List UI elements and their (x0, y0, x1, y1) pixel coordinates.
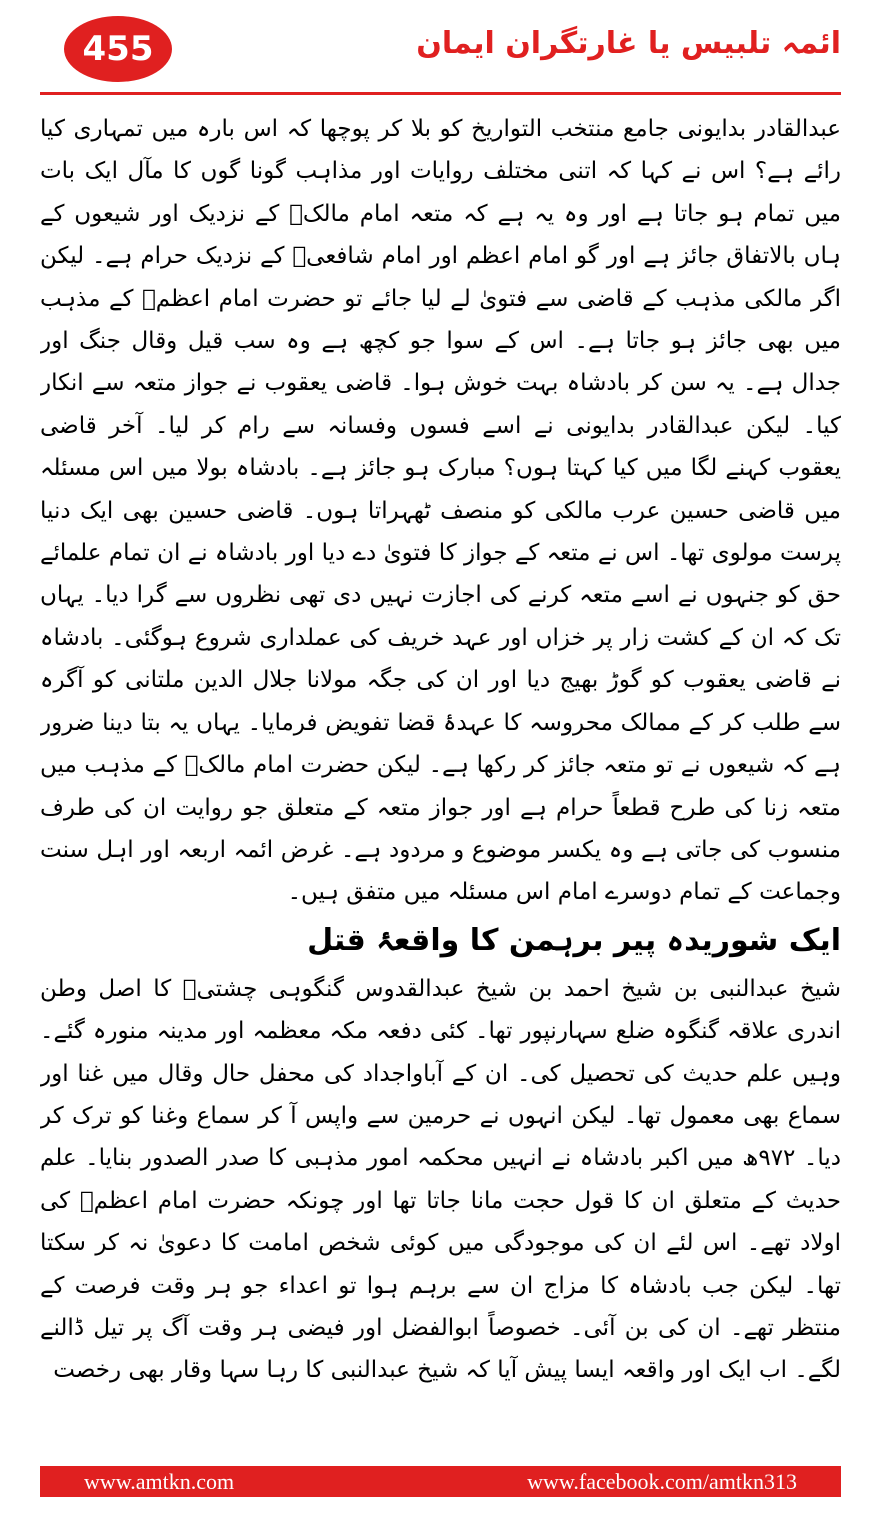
page-footer (40, 1466, 841, 1497)
body-paragraph: عبدالقادر بدایونی جامع منتخب التواریخ کو بلا کر پوچھا کہ اس بارہ میں تمہاری کیا رائے ہے؟ اس نے کہا کہ اتنی مختلف روایات اور مذاہب گونا گوں کا مآل ایک بات میں تمام ہو جاتا ہے اور وہ یہ ہے کہ متعہ امام مالکؒ کے نزدیک اور شیعوں کے ہاں بالاتفاق جائز ہے اور گو امام اعظم اور امام شافعیؒ کے نزدیک حرام ہے۔ لیکن اگر مالکی مذہب کے قاضی سے فتویٰ لے لیا جائے تو حضرت امام اعظمؒ کے مذہب میں بھی جائز ہو جاتا ہے۔ اس کے سوا جو کچھ ہے وہ سب قیل وقال جنگ اور جدال ہے۔ یہ سن کر بادشاہ بہت خوش ہوا۔ قاضی یعقوب نے جواز متعہ سے انکار کیا۔ لیکن عبدالقادر بدایونی نے اسے فسوں وفسانہ سے رام کر لیا۔ آخر قاضی یعقوب کہنے لگا میں کیا کہتا ہوں؟ مبارک ہو جائز ہے۔ بادشاہ بولا میں اس مسئلہ میں قاضی حسین عرب مالکی کو منصف ٹھہراتا ہوں۔ قاضی حسین بھی ایک دنیا پرست مولوی تھا۔ اس نے متعہ کے جواز کا فتویٰ دے دیا اور بادشاہ نے ان تمام علمائے حق کو جنہوں نے اسے متعہ کرنے کی اجازت نہیں دی تھی نظروں سے گرا دیا۔ یہاں تک کہ ان کے کشت زار پر خزاں اور عہد خریف کی عملداری شروع ہوگئی۔ بادشاہ نے قاضی یعقوب کو گوڑ بھیج دیا اور ان کی جگہ مولانا جلال الدین ملتانی کو آگرہ سے طلب کر کے ممالک محروسہ کا عہدۂ قضا تفویض فرمایا۔ یہاں یہ بتا دینا ضرور ہے کہ شیعوں نے تو متعہ جائز کر رکھا ہے۔ لیکن حضرت امام مالکؒ کے مذہب میں متعہ زنا کی طرح قطعاً حرام ہے اور جواز متعہ کے متعلق جو روایت ان کی طرف منسوب کی جاتی ہے وہ یکسر موضوع و مردود ہے۔ غرض ائمہ اربعہ اور اہل سنت وجماعت کے تمام دوسرے امام اس مسئلہ میں متفق ہیں۔ (40, 116, 841, 906)
book-title: ائمہ تلبیس یا غارتگران ایمان (416, 26, 841, 61)
header-divider (40, 92, 841, 95)
page-number-badge: 455 (64, 16, 172, 82)
page-header (0, 0, 881, 100)
website-link[interactable]: www.amtkn.com (84, 1468, 235, 1494)
facebook-link[interactable]: www.facebook.com/amtkn313 (527, 1468, 797, 1494)
page-body (40, 108, 841, 1438)
section-paragraph: شیخ عبدالنبی بن شیخ احمد بن شیخ عبدالقدوس گنگوہی چشتیؒ کا اصل وطن اندری علاقہ گنگوہ ضلع سہارنپور تھا۔ کئی دفعہ مکہ معظمہ اور مدینہ منورہ گئے۔ وہیں علم حدیث کی تحصیل کی۔ ان کے آباواجداد کی محفل حال وقال میں غنا اور سماع بھی معمول تھا۔ لیکن انہوں نے حرمین سے واپس آ کر سماع وغنا کو ترک کر دیا۔ ۹۷۲ھ میں اکبر بادشاہ نے انہیں محکمہ امور مذہبی کا صدر الصدور بنایا۔ علم حدیث کے متعلق ان کا قول حجت مانا جاتا تھا اور چونکہ حضرت امام اعظمؒ کی اولاد تھے۔ اس لئے ان کی موجودگی میں کوئی شخص امامت کا دعویٰ نہ کر سکتا تھا۔ لیکن جب بادشاہ کا مزاج ان سے برہم ہوا تو اعداء جو ہر وقت فرصت کے منتظر تھے۔ ان کی بن آئی۔ خصوصاً ابوالفضل اور فیضی ہر وقت آگ پر تیل ڈالنے لگے۔ اب ایک اور واقعہ ایسا پیش آیا کہ شیخ عبدالنبی کا رہا سہا وقار بھی رخصت (40, 975, 841, 1384)
section-heading: ایک شوریدہ پیر برہمن کا واقعۂ قتل (307, 922, 841, 958)
